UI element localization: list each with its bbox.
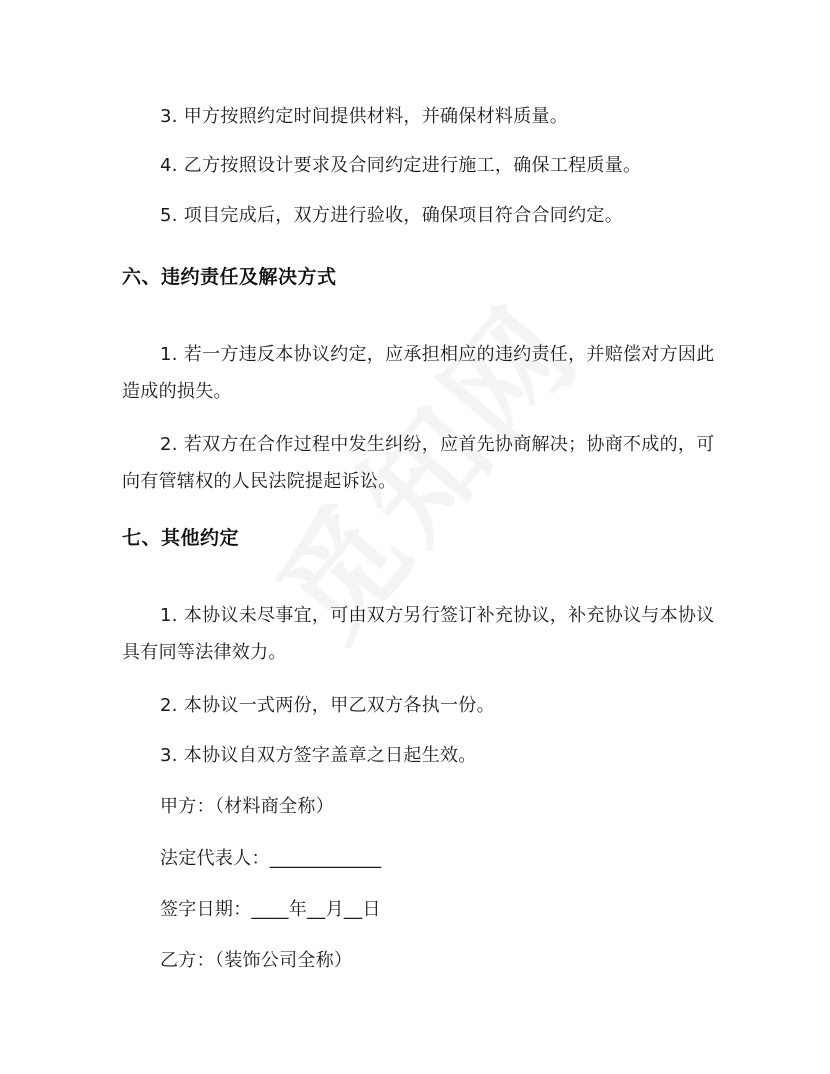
list-item-top-5: 5. 项目完成后，双方进行验收，确保项目符合合同约定。 — [160, 205, 623, 226]
section7-paragraph-1: 1. 本协议未尽事宜，可由双方另行签订补充协议，补充协议与本协议具有同等法律效力。 — [122, 605, 715, 663]
party-a-label: 甲方：（材料商全称） — [160, 796, 334, 817]
section7-paragraph-3: 3. 本协议自双方签字盖章之日起生效。 — [160, 745, 477, 766]
section6-paragraph-1: 1. 若一方违反本协议约定，应承担相应的违约责任，并赔偿对方因此造成的损失。 — [122, 344, 715, 402]
legal-representative-field: 法定代表人：____________ — [160, 848, 382, 869]
section-heading-6: 六、违约责任及解决方式 — [122, 266, 337, 288]
section-heading-7: 七、其他约定 — [122, 527, 240, 549]
party-b-label: 乙方：（装饰公司全称） — [160, 950, 353, 971]
section6-paragraph-2: 2. 若双方在合作过程中发生纠纷，应首先协商解决；协商不成的，可向有管辖权的人民法院提起诉讼。 — [122, 434, 715, 492]
list-item-top-3: 3. 甲方按照约定时间提供材料，并确保材料质量。 — [160, 106, 569, 127]
list-item-top-4: 4. 乙方按照设计要求及合同约定进行施工，确保工程质量。 — [160, 155, 642, 176]
section7-paragraph-2: 2. 本协议一式两份，甲乙双方各执一份。 — [160, 695, 495, 716]
sign-date-field: 签字日期：____年__月__日 — [160, 899, 381, 920]
